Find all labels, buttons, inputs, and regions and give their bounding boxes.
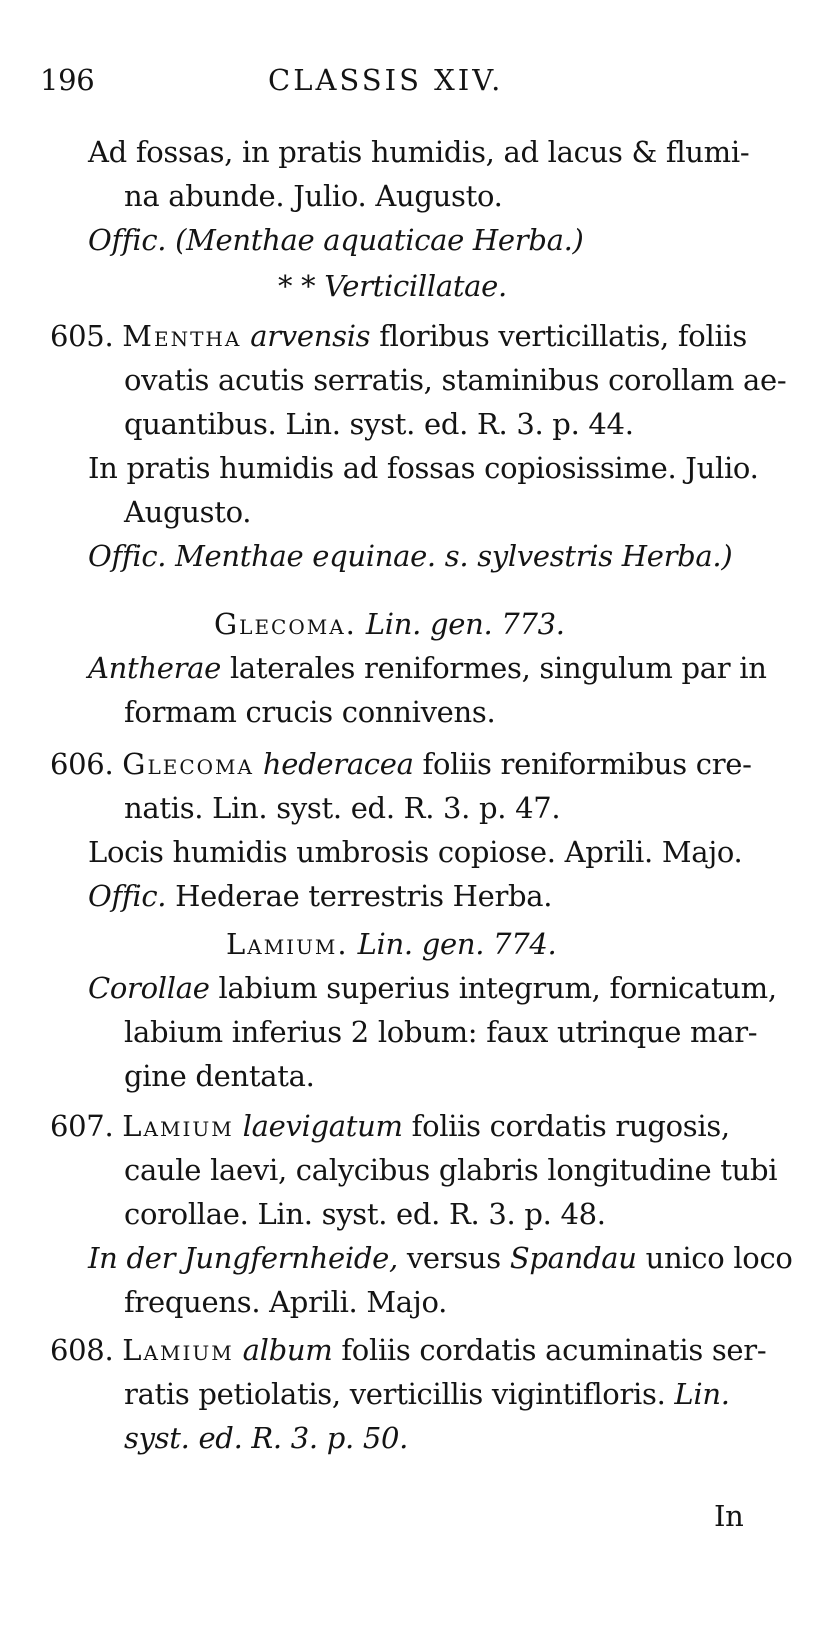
reference-line: quantibus. Lin. syst. ed. R. 3. p. 44. bbox=[124, 407, 634, 441]
entry-606 bbox=[50, 746, 752, 782]
genus-name: Mentha bbox=[122, 319, 242, 353]
genus-heading-name: Glecoma. bbox=[214, 607, 357, 641]
running-title: CLASSIS XIV. bbox=[268, 63, 504, 97]
officinal-line bbox=[88, 878, 552, 914]
text-line: gine dentata. bbox=[124, 1059, 315, 1093]
description-text: labium superius integrum, fornicatum, bbox=[218, 971, 777, 1005]
page-number: 196 bbox=[40, 63, 95, 97]
entry-605 bbox=[50, 318, 747, 354]
description-term: Antherae bbox=[88, 651, 222, 685]
entry-text: foliis cordatis rugosis, bbox=[411, 1109, 730, 1143]
genus-name: Lamium bbox=[122, 1333, 234, 1367]
officinal-text: Hederae terrestris Herba. bbox=[175, 879, 553, 913]
species-name: laevigatum bbox=[242, 1109, 403, 1143]
genus-heading-glecoma bbox=[214, 606, 565, 642]
entry-number: 608. bbox=[50, 1333, 114, 1367]
text-line bbox=[124, 1376, 730, 1412]
genus-name: Lamium bbox=[122, 1109, 234, 1143]
entry-607 bbox=[50, 1108, 730, 1144]
reference-line: corollae. Lin. syst. ed. R. 3. p. 48. bbox=[124, 1197, 606, 1231]
habitat-line: In pratis humidis ad fossas copiosissime. Julio. bbox=[88, 451, 759, 485]
entry-number: 605. bbox=[50, 319, 114, 353]
genus-heading-ref: Lin. gen. 773. bbox=[365, 607, 565, 641]
locality-name: In der Jungfernheide, bbox=[88, 1241, 398, 1275]
text-line: na abunde. Julio. Augusto. bbox=[124, 179, 503, 213]
officinal-line: Offic. Menthae equinae. s. sylvestris Herba.) bbox=[88, 539, 733, 573]
species-name: album bbox=[242, 1333, 333, 1367]
habitat-text: unico loco bbox=[645, 1241, 793, 1275]
entry-text: ratis petiolatis, verticillis vigintifloris. bbox=[124, 1377, 666, 1411]
genus-description bbox=[88, 650, 767, 686]
species-name: arvensis bbox=[250, 319, 371, 353]
officinal-line: Offic. (Menthae aquaticae Herba.) bbox=[88, 223, 584, 257]
text-line: caule laevi, calycibus glabris longitudine tubi bbox=[124, 1153, 778, 1187]
text-line: formam crucis connivens. bbox=[124, 695, 496, 729]
description-text: laterales reniformes, singulum par in bbox=[229, 651, 767, 685]
habitat-line: Locis humidis umbrosis copiose. Aprili. Majo. bbox=[88, 835, 743, 869]
text-line: ovatis acutis serratis, staminibus corollam ae- bbox=[124, 363, 787, 397]
habitat-text: versus bbox=[406, 1241, 501, 1275]
text-line: Augusto. bbox=[124, 495, 252, 529]
entry-608 bbox=[50, 1332, 766, 1368]
text-line: frequens. Aprili. Majo. bbox=[124, 1285, 448, 1319]
habitat-line bbox=[88, 1240, 793, 1276]
genus-heading-ref: Lin. gen. 774. bbox=[357, 927, 557, 961]
genus-name: Glecoma bbox=[122, 747, 254, 781]
reference-start: Lin. bbox=[674, 1377, 730, 1411]
genus-description bbox=[88, 970, 777, 1006]
species-name: hederacea bbox=[262, 747, 414, 781]
genus-heading-lamium bbox=[226, 926, 556, 962]
text-line: Ad fossas, in pratis humidis, ad lacus & flumi- bbox=[88, 135, 750, 169]
entry-number: 606. bbox=[50, 747, 114, 781]
catchword: In bbox=[714, 1499, 744, 1533]
entry-text: foliis reniformibus cre- bbox=[422, 747, 752, 781]
text-line: labium inferius 2 lobum: faux utrinque mar- bbox=[124, 1015, 758, 1049]
officinal-label: Offic. bbox=[88, 879, 167, 913]
reference-line: syst. ed. R. 3. p. 50. bbox=[124, 1421, 409, 1455]
genus-heading-name: Lamium. bbox=[226, 927, 349, 961]
section-heading: * * Verticillatae. bbox=[278, 269, 507, 303]
entry-number: 607. bbox=[50, 1109, 114, 1143]
locality-name: Spandau bbox=[509, 1241, 637, 1275]
entry-text: floribus verticillatis, foliis bbox=[379, 319, 747, 353]
entry-text: foliis cordatis acuminatis ser- bbox=[341, 1333, 767, 1367]
description-term: Corollae bbox=[88, 971, 210, 1005]
reference-line: natis. Lin. syst. ed. R. 3. p. 47. bbox=[124, 791, 561, 825]
